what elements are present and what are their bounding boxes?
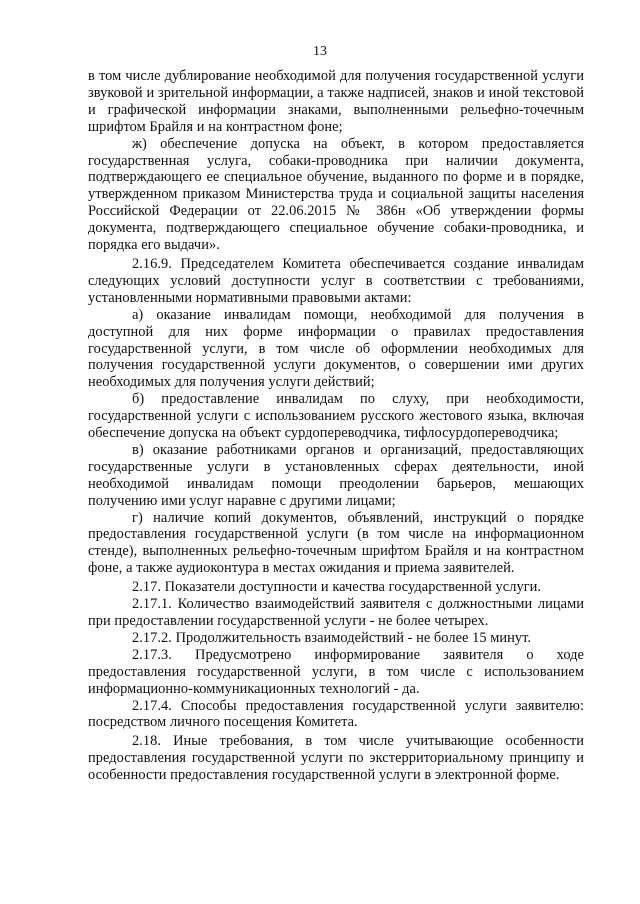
paragraph-2-17-1: 2.17.1. Количество взаимодействий заявителя с должностными лицами при предоставлении государственной услуги - не более четырех. xyxy=(88,596,584,629)
paragraph-item-zh: ж) обеспечение допуска на объект, в котором предоставляется государственная услуга, собаки-проводника при наличии документа, подтверждающего ее специальное обучение, выданного по форме и в порядке, утвержденном приказом Министерства труда и социальной защиты населения Российской Федерации от 22.06.2015 № 386н «Об утверждении формы документа, подтверждающего специальное обучение собаки-проводника, и порядка его выдачи». xyxy=(88,135,584,254)
paragraph-continuation: в том числе дублирование необходимой для получения государственной услуги звуковой и зрительной информации, а также надписей, знаков и иной текстовой и графической информации знаками, выполненными рельефно-точечным шрифтом Брайля и на контрастном фоне; xyxy=(88,68,584,135)
paragraph-2-17-3: 2.17.3. Предусмотрено информирование заявителя о ходе предоставления государственной услуги, в том числе с использованием информационно-коммуникационных технологий - да. xyxy=(88,646,584,697)
paragraph-2-17-2: 2.17.2. Продолжительность взаимодействий - не более 15 минут. xyxy=(132,629,532,646)
paragraph-2-16-9: 2.16.9. Председателем Комитета обеспечивается создание инвалидам следующих условий доступности услуг в соответствии с требованиями, установленными нормативными правовыми актами: xyxy=(88,255,584,306)
paragraph-2-17-4: 2.17.4. Способы предоставления государственной услуги заявителю: посредством личного посещения Комитета. xyxy=(88,697,584,731)
paragraph-2-18: 2.18. Иные требования, в том числе учитывающие особенности предоставления государственной услуги по экстерриториальному принципу и особенности предоставления государственной услуги в электронной форме. xyxy=(88,733,584,784)
page-number: 13 xyxy=(313,44,327,59)
paragraph-item-v: в) оказание работниками органов и организаций, предоставляющих государственные услуги в установленных сферах деятельности, иной необходимой инвалидам помощи преодолении барьеров, мешающих получению ими услуг наравне с другими лицами; xyxy=(88,441,584,509)
paragraph-2-17: 2.17. Показатели доступности и качества государственной услуги. xyxy=(132,579,542,596)
document-body xyxy=(88,68,584,784)
paragraph-item-g: г) наличие копий документов, объявлений, инструкций о порядке предоставления государственной услуги (в том числе на информационном стенде), выполненных рельефно-точечным шрифтом Брайля и на контрастном фоне, а также аудиоконтура в местах ожидания и приема заявителей. xyxy=(88,509,584,577)
paragraph-item-a: а) оказание инвалидам помощи, необходимой для получения в доступной для них форме информации о правилах предоставления государственной услуги, в том числе об оформлении необходимых для получения государственной услуги документов, о совершении ими других необходимых для получения услуги действий; xyxy=(88,306,584,391)
paragraph-item-b: б) предоставление инвалидам по слуху, при необходимости, государственной услуги с использованием русского жестового языка, включая обеспечение допуска на объект сурдопереводчика, тифлосурдопереводчика; xyxy=(88,391,584,442)
